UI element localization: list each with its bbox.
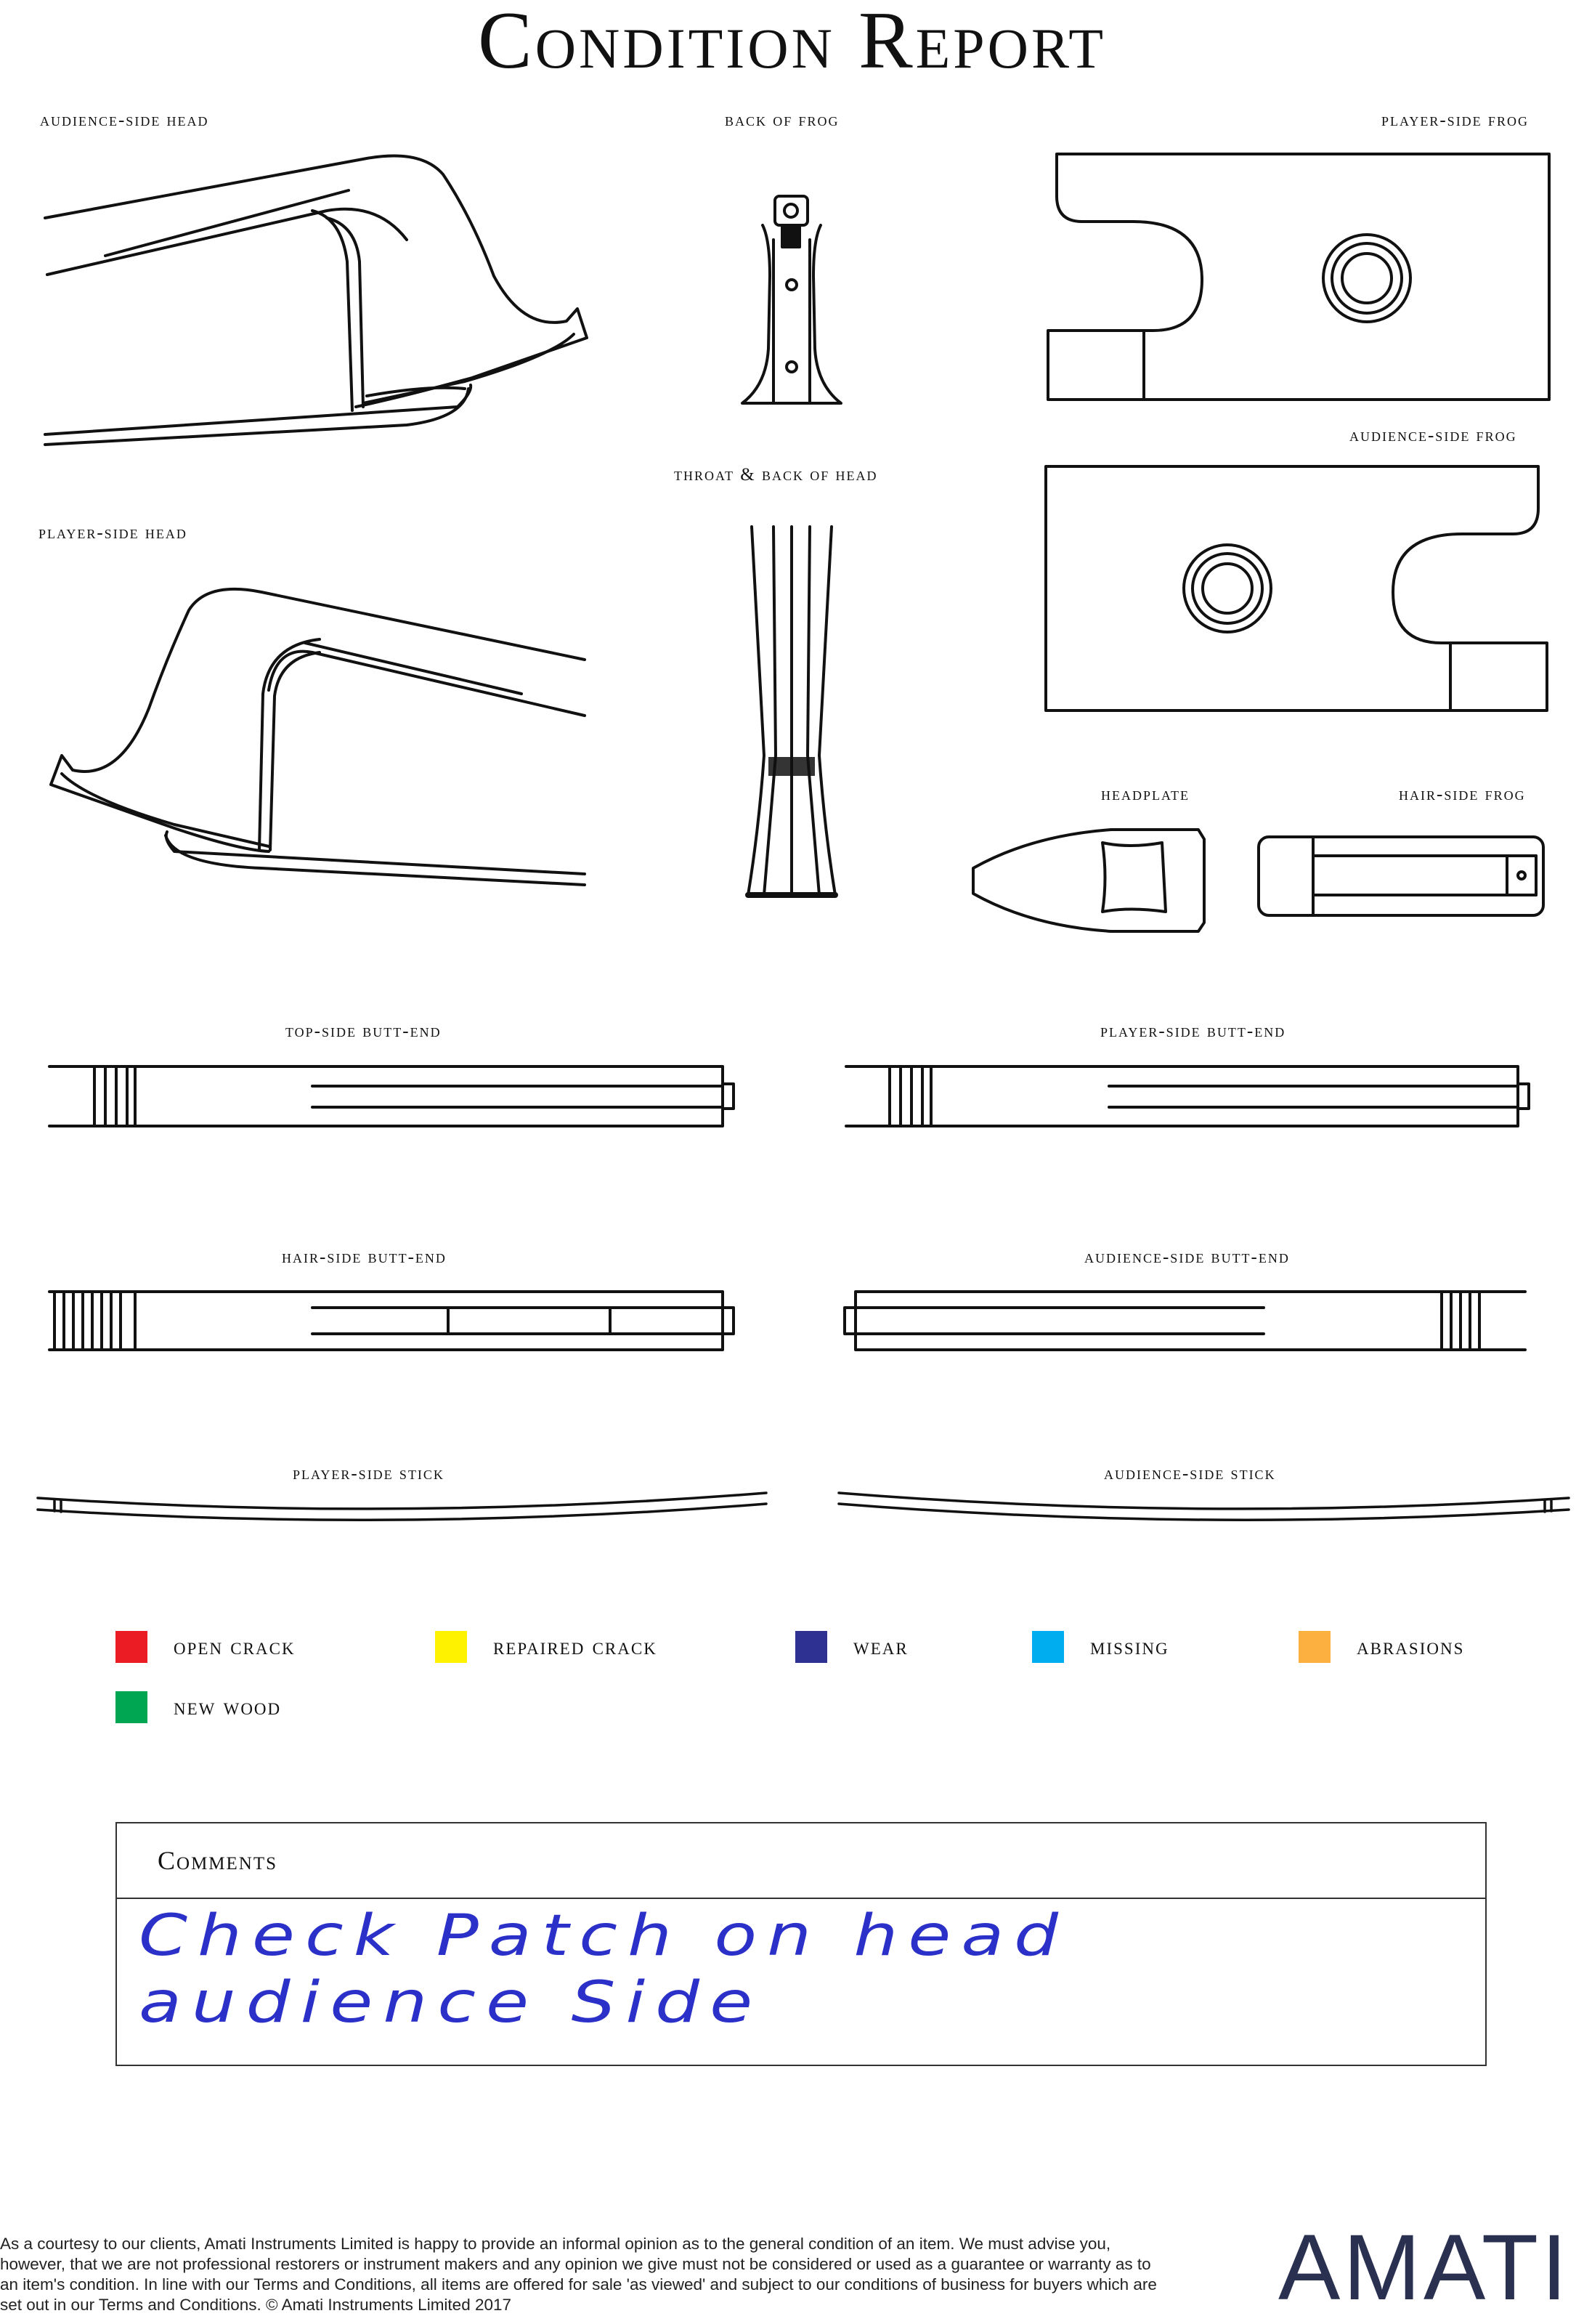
legend-wear xyxy=(795,1631,909,1663)
label-back-of-frog: back of frog xyxy=(725,110,840,130)
player-side-stick-drawing xyxy=(38,1493,766,1520)
legend-label: abrasions xyxy=(1357,1633,1465,1660)
legend-label: missing xyxy=(1090,1633,1169,1660)
label-audience-side-frog: audience-side frog xyxy=(1349,426,1517,445)
amati-logo: AMATI xyxy=(1278,2216,1570,2320)
throat-back-of-head-drawing xyxy=(748,527,835,895)
legend-label: repaired crack xyxy=(493,1633,657,1660)
audience-side-butt-end-drawing xyxy=(845,1292,1525,1350)
legend-open-crack xyxy=(115,1631,296,1663)
label-player-side-butt-end: player-side butt-end xyxy=(1100,1021,1286,1041)
audience-side-frog-drawing xyxy=(1046,466,1547,710)
label-audience-side-butt-end: audience-side butt-end xyxy=(1084,1247,1290,1267)
label-headplate: headplate xyxy=(1101,785,1190,804)
label-player-side-stick: player-side stick xyxy=(293,1464,444,1483)
top-side-butt-end-drawing xyxy=(49,1066,734,1126)
legend-abrasions xyxy=(1299,1631,1464,1663)
comment-line-2: audience Side xyxy=(139,1968,763,2036)
comments-header xyxy=(117,1823,1485,1899)
legend-new-wood xyxy=(115,1691,281,1723)
hair-side-frog-drawing xyxy=(1259,837,1543,915)
swatch-new-wood xyxy=(115,1691,147,1723)
comment-line-1: Check Patch on head xyxy=(139,1902,1069,1969)
label-player-side-head: player-side head xyxy=(38,523,187,543)
label-hair-side-frog: hair-side frog xyxy=(1399,785,1526,804)
comments-box[interactable] xyxy=(115,1822,1487,2066)
legend-label: wear xyxy=(853,1633,909,1660)
swatch-open-crack xyxy=(115,1631,147,1663)
swatch-repaired-crack xyxy=(435,1631,467,1663)
swatch-wear xyxy=(795,1631,827,1663)
comments-label: Comments xyxy=(158,1846,278,1875)
player-side-butt-end-drawing xyxy=(846,1066,1529,1126)
hair-side-butt-end-drawing xyxy=(49,1292,734,1350)
legend-missing xyxy=(1032,1631,1169,1663)
player-side-frog-drawing xyxy=(1048,154,1549,400)
label-hair-side-butt-end: hair-side butt-end xyxy=(282,1247,447,1267)
disclaimer-text: As a courtesy to our clients, Amati Instruments Limited is happy to provide an informal opinion as to the general condition of an item. We must advise you, however, that we are not professional restorers or instrument makers and any opinion we give must not be considered or used as a guarantee or warranty as to an item's condition. In line with our Terms and Conditions, all items are offered for sale 'as viewed' and subject to our conditions of business for buyers which are set out in our Terms and Conditions. © Amati Instruments Limited 2017 xyxy=(0,2235,1157,2314)
page-title: Condition Report xyxy=(478,0,1106,86)
label-top-side-butt-end: top-side butt-end xyxy=(285,1021,442,1041)
swatch-missing xyxy=(1032,1631,1064,1663)
swatch-abrasions xyxy=(1299,1631,1331,1663)
back-of-frog-drawing xyxy=(742,196,841,403)
player-side-head-drawing xyxy=(51,589,585,885)
headplate-drawing xyxy=(973,830,1204,931)
label-audience-side-stick: audience-side stick xyxy=(1104,1464,1276,1483)
label-audience-side-head: audience-side head xyxy=(40,110,209,130)
label-throat-back-of-head: throat & back of head xyxy=(674,465,878,485)
comments-handwriting xyxy=(139,1902,1461,2036)
audience-side-stick-drawing xyxy=(839,1493,1569,1520)
legend-label: new wood xyxy=(174,1693,282,1720)
label-player-side-frog: player-side frog xyxy=(1381,110,1529,130)
legend-repaired-crack xyxy=(435,1631,657,1663)
audience-side-head-drawing xyxy=(45,155,587,445)
legend-label: open crack xyxy=(174,1633,296,1660)
